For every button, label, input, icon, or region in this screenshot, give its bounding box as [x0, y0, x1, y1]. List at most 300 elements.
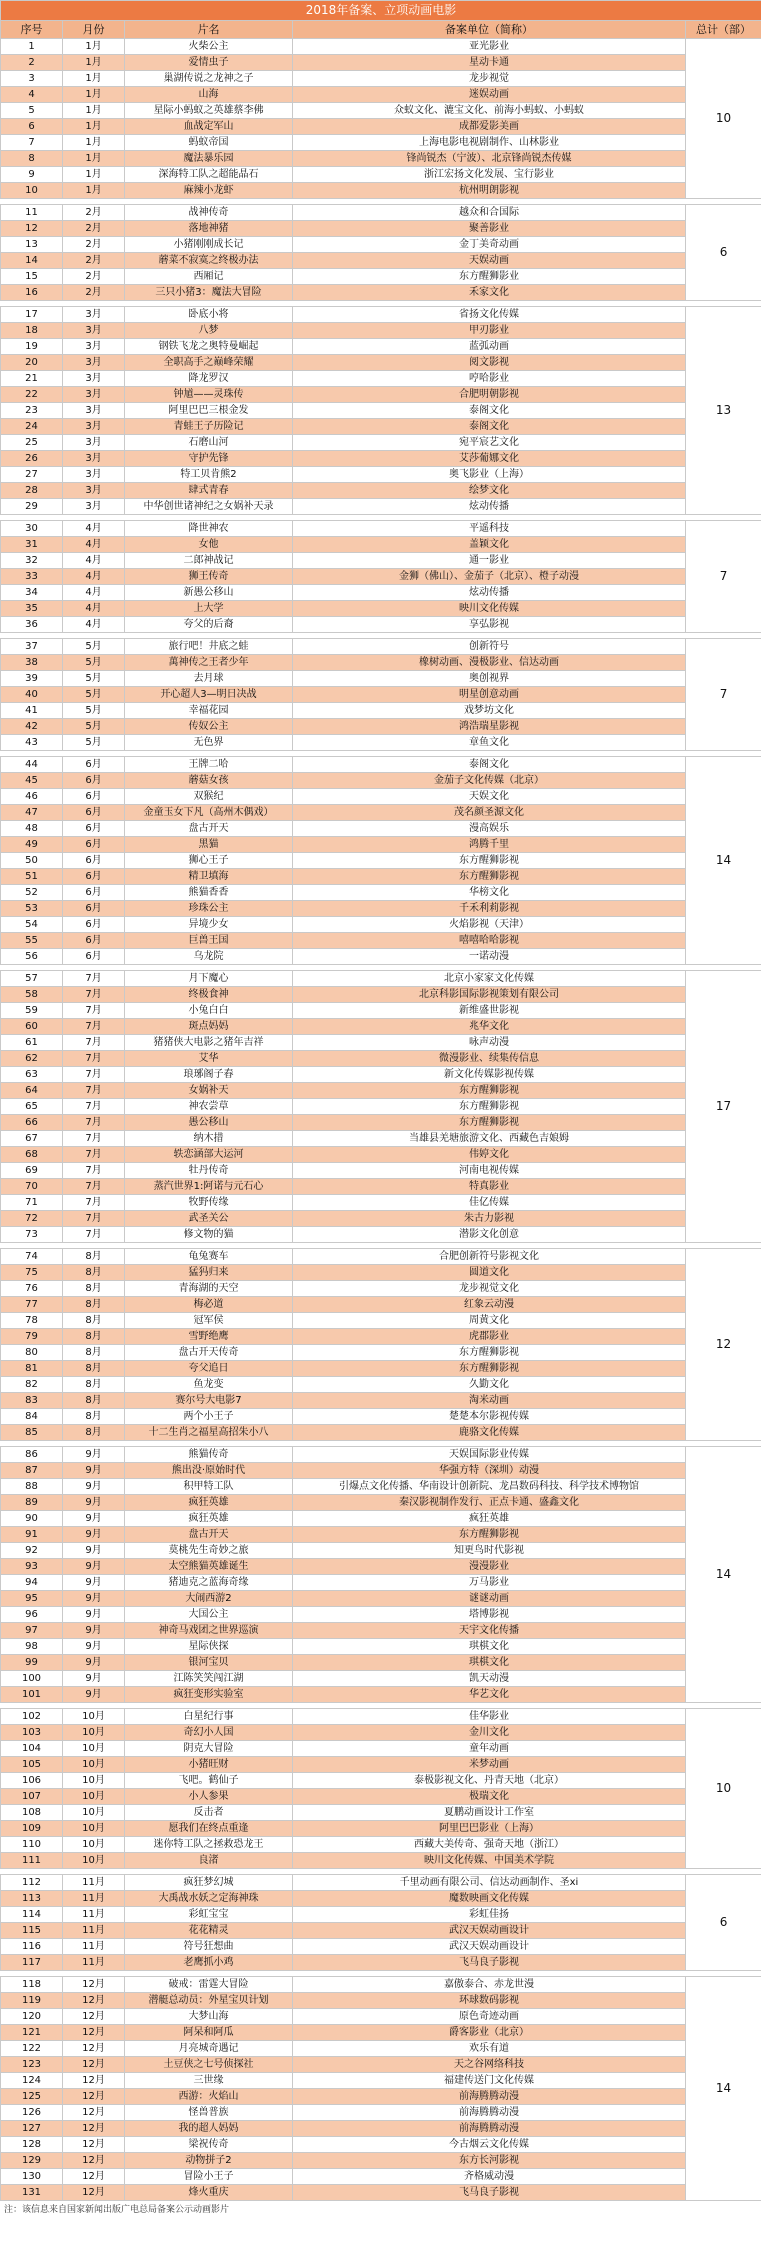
cell-company: 东方醒狮影视 [293, 1345, 686, 1361]
cell-film-name: 神农尝草 [125, 1099, 293, 1115]
table-row [1, 1425, 761, 1441]
cell-seq: 100 [1, 1671, 63, 1687]
cell-seq: 129 [1, 2153, 63, 2169]
table-row [1, 1329, 761, 1345]
cell-film-name: 二郎神战记 [125, 553, 293, 569]
cell-film-name: 巢湖传说之龙神之子 [125, 71, 293, 87]
cell-film-name: 轶恋涵部大运河 [125, 1147, 293, 1163]
cell-month: 9月 [63, 1607, 125, 1623]
table-row [1, 1211, 761, 1227]
cell-month: 8月 [63, 1265, 125, 1281]
cell-month: 6月 [63, 757, 125, 773]
cell-seq: 45 [1, 773, 63, 789]
cell-seq: 116 [1, 1939, 63, 1955]
table-row [1, 1227, 761, 1243]
cell-company: 潜影文化创意 [293, 1227, 686, 1243]
cell-seq: 83 [1, 1393, 63, 1409]
table-row [1, 687, 761, 703]
cell-group-total: 13 [686, 307, 761, 515]
table-row [1, 269, 761, 285]
cell-film-name: 江陈笑笑闯江湖 [125, 1671, 293, 1687]
cell-month: 4月 [63, 617, 125, 633]
cell-month: 3月 [63, 387, 125, 403]
cell-month: 11月 [63, 1939, 125, 1955]
cell-seq: 96 [1, 1607, 63, 1623]
cell-film-name: 新愚公移山 [125, 585, 293, 601]
table-row [1, 1821, 761, 1837]
cell-film-name: 八梦 [125, 323, 293, 339]
cell-company: 金茄子文化传媒（北京） [293, 773, 686, 789]
cell-month: 10月 [63, 1725, 125, 1741]
cell-seq: 29 [1, 499, 63, 515]
cell-film-name: 彩虹宝宝 [125, 1907, 293, 1923]
cell-seq: 108 [1, 1805, 63, 1821]
cell-month: 10月 [63, 1741, 125, 1757]
cell-seq: 66 [1, 1115, 63, 1131]
cell-film-name: 巨兽王国 [125, 933, 293, 949]
cell-seq: 85 [1, 1425, 63, 1441]
cell-month: 2月 [63, 253, 125, 269]
cell-company: 武汉天娱动画设计 [293, 1939, 686, 1955]
cell-month: 3月 [63, 483, 125, 499]
cell-seq: 90 [1, 1511, 63, 1527]
cell-film-name: 阿呆和阿瓜 [125, 2025, 293, 2041]
cell-month: 12月 [63, 1993, 125, 2009]
cell-film-name: 精卫填海 [125, 869, 293, 885]
table-row [1, 1907, 761, 1923]
cell-film-name: 熊出没·原始时代 [125, 1463, 293, 1479]
cell-company: 朱古力影视 [293, 1211, 686, 1227]
cell-film-name: 赛尔号大电影7 [125, 1393, 293, 1409]
cell-seq: 67 [1, 1131, 63, 1147]
cell-film-name: 反击者 [125, 1805, 293, 1821]
cell-month: 9月 [63, 1543, 125, 1559]
table-row [1, 1479, 761, 1495]
cell-film-name: 血战定军山 [125, 119, 293, 135]
cell-seq: 75 [1, 1265, 63, 1281]
cell-seq: 63 [1, 1067, 63, 1083]
table-row [1, 1463, 761, 1479]
cell-company: 合肥创新符号影视文化 [293, 1249, 686, 1265]
cell-film-name: 金童玉女下凡（高州木偶戏） [125, 805, 293, 821]
cell-company: 北京小家家文化传媒 [293, 971, 686, 987]
cell-company: 东方醒狮影视 [293, 1115, 686, 1131]
cell-company: 知更鸟时代影视 [293, 1543, 686, 1559]
table-row [1, 1575, 761, 1591]
table-row [1, 39, 761, 55]
table-row [1, 1447, 761, 1463]
cell-seq: 119 [1, 1993, 63, 2009]
cell-group-total: 7 [686, 521, 761, 633]
cell-month: 8月 [63, 1345, 125, 1361]
cell-seq: 107 [1, 1789, 63, 1805]
cell-month: 10月 [63, 1821, 125, 1837]
cell-film-name: 白星纪行事 [125, 1709, 293, 1725]
cell-seq: 24 [1, 419, 63, 435]
cell-seq: 53 [1, 901, 63, 917]
cell-company: 楚楚本尔影视传媒 [293, 1409, 686, 1425]
cell-film-name: 老鹰抓小鸡 [125, 1955, 293, 1971]
cell-company: 奥创视界 [293, 671, 686, 687]
cell-seq: 40 [1, 687, 63, 703]
table-row [1, 869, 761, 885]
cell-month: 2月 [63, 205, 125, 221]
cell-film-name: 怪兽普族 [125, 2105, 293, 2121]
table-row [1, 1409, 761, 1425]
cell-month: 7月 [63, 1083, 125, 1099]
cell-month: 3月 [63, 435, 125, 451]
table-row [1, 537, 761, 553]
cell-company: 火焰影视（天津） [293, 917, 686, 933]
table-row [1, 1083, 761, 1099]
cell-film-name: 阿里巴巴三根金发 [125, 403, 293, 419]
cell-month: 2月 [63, 269, 125, 285]
cell-company: 华强方特（深圳）动漫 [293, 1463, 686, 1479]
cell-film-name: 十二生肖之福星高招朱小八 [125, 1425, 293, 1441]
cell-company: 甲刃影业 [293, 323, 686, 339]
cell-company: 炫动传播 [293, 499, 686, 515]
cell-month: 12月 [63, 2185, 125, 2201]
table-row [1, 237, 761, 253]
cell-company: 华榜文化 [293, 885, 686, 901]
cell-seq: 130 [1, 2169, 63, 2185]
cell-month: 12月 [63, 2073, 125, 2089]
table-row [1, 1163, 761, 1179]
cell-film-name: 火柴公主 [125, 39, 293, 55]
cell-company: 迷娱动画 [293, 87, 686, 103]
cell-seq: 99 [1, 1655, 63, 1671]
cell-film-name: 阴克大冒险 [125, 1741, 293, 1757]
cell-company: 东方长河影视 [293, 2153, 686, 2169]
cell-month: 9月 [63, 1591, 125, 1607]
cell-company: 疯狂英雄 [293, 1511, 686, 1527]
cell-seq: 18 [1, 323, 63, 339]
cell-seq: 114 [1, 1907, 63, 1923]
cell-month: 2月 [63, 285, 125, 301]
cell-company: 秦汉影视制作发行、正点卡通、盛鑫文化 [293, 1495, 686, 1511]
cell-company: 久勤文化 [293, 1377, 686, 1393]
cell-company: 新维盛世影视 [293, 1003, 686, 1019]
cell-month: 1月 [63, 151, 125, 167]
cell-film-name: 熊猫传奇 [125, 1447, 293, 1463]
table-row [1, 221, 761, 237]
cell-company: 特真影业 [293, 1179, 686, 1195]
cell-month: 5月 [63, 735, 125, 751]
cell-company: 章鱼文化 [293, 735, 686, 751]
cell-company: 西藏大美传奇、强奇天地（浙江） [293, 1837, 686, 1853]
cell-group-total: 17 [686, 971, 761, 1243]
cell-month: 6月 [63, 885, 125, 901]
cell-film-name: 异境少女 [125, 917, 293, 933]
cell-film-name: 土豆侠之七号侦探社 [125, 2057, 293, 2073]
table-row [1, 1687, 761, 1703]
cell-company: 漫高娱乐 [293, 821, 686, 837]
cell-company: 咏声动漫 [293, 1035, 686, 1051]
cell-company: 阿里巴巴影业（上海） [293, 1821, 686, 1837]
table-row [1, 671, 761, 687]
table-row [1, 1725, 761, 1741]
cell-film-name: 愚公移山 [125, 1115, 293, 1131]
table-row [1, 1361, 761, 1377]
cell-month: 8月 [63, 1313, 125, 1329]
cell-film-name: 蚂蚁帝国 [125, 135, 293, 151]
cell-month: 4月 [63, 537, 125, 553]
cell-company: 艾莎葡娜文化 [293, 451, 686, 467]
table-row [1, 1853, 761, 1869]
cell-month: 7月 [63, 1227, 125, 1243]
cell-company: 嘻嘻哈哈影视 [293, 933, 686, 949]
cell-film-name: 猪迪克之蓝海奇缘 [125, 1575, 293, 1591]
cell-company: 漫漫影业 [293, 1559, 686, 1575]
cell-film-name: 卧底小将 [125, 307, 293, 323]
table-row [1, 499, 761, 515]
cell-film-name: 双猴纪 [125, 789, 293, 805]
cell-company: 欢乐有道 [293, 2041, 686, 2057]
table-row [1, 1249, 761, 1265]
cell-company: 万马影业 [293, 1575, 686, 1591]
cell-group-total: 6 [686, 1875, 761, 1971]
table-row [1, 1393, 761, 1409]
table-row [1, 1297, 761, 1313]
table-row [1, 735, 761, 751]
cell-company: 彩虹佳扬 [293, 1907, 686, 1923]
table-row [1, 901, 761, 917]
cell-company: 享弘影视 [293, 617, 686, 633]
cell-company: 东方醒狮影视 [293, 1527, 686, 1543]
table-row [1, 585, 761, 601]
cell-seq: 57 [1, 971, 63, 987]
cell-film-name: 终极食神 [125, 987, 293, 1003]
cell-month: 5月 [63, 719, 125, 735]
table-row [1, 2153, 761, 2169]
cell-month: 7月 [63, 1195, 125, 1211]
cell-month: 7月 [63, 1051, 125, 1067]
table-row [1, 71, 761, 87]
cell-month: 1月 [63, 71, 125, 87]
cell-film-name: 上大学 [125, 601, 293, 617]
table-row [1, 2121, 761, 2137]
cell-seq: 59 [1, 1003, 63, 1019]
cell-company: 阅文影视 [293, 355, 686, 371]
cell-company: 琪棋文化 [293, 1639, 686, 1655]
cell-film-name: 小猪旺财 [125, 1757, 293, 1773]
cell-seq: 50 [1, 853, 63, 869]
cell-month: 1月 [63, 55, 125, 71]
cell-seq: 54 [1, 917, 63, 933]
cell-film-name: 西厢记 [125, 269, 293, 285]
cell-month: 8月 [63, 1361, 125, 1377]
cell-month: 3月 [63, 339, 125, 355]
cell-film-name: 特工贝肯熊2 [125, 467, 293, 483]
cell-film-name: 斑点妈妈 [125, 1019, 293, 1035]
cell-film-name: 夸父追日 [125, 1361, 293, 1377]
cell-month: 4月 [63, 569, 125, 585]
cell-month: 7月 [63, 1163, 125, 1179]
cell-month: 12月 [63, 2137, 125, 2153]
cell-seq: 84 [1, 1409, 63, 1425]
cell-film-name: 飞吧。鹤仙子 [125, 1773, 293, 1789]
cell-group-total: 10 [686, 1709, 761, 1869]
cell-company: 宛平宸艺文化 [293, 435, 686, 451]
cell-group-total: 12 [686, 1249, 761, 1441]
cell-company: 龙步视觉 [293, 71, 686, 87]
cell-month: 6月 [63, 949, 125, 965]
cell-company: 众蚁文化、漉宝文化、前海小蚂蚁、小蚂蚁 [293, 103, 686, 119]
cell-seq: 49 [1, 837, 63, 853]
cell-seq: 7 [1, 135, 63, 151]
cell-company: 红象云动漫 [293, 1297, 686, 1313]
cell-film-name: 麻辣小龙虾 [125, 183, 293, 199]
cell-month: 1月 [63, 103, 125, 119]
cell-month: 7月 [63, 1115, 125, 1131]
cell-seq: 76 [1, 1281, 63, 1297]
cell-month: 8月 [63, 1249, 125, 1265]
table-title: 2018年备案、立项动画电影 [1, 1, 761, 21]
cell-company: 一诺动漫 [293, 949, 686, 965]
cell-film-name: 蒸汽世界1:阿诺与元石心 [125, 1179, 293, 1195]
cell-company: 锋尚锐杰（宁波）、北京锋尚锐杰传媒 [293, 151, 686, 167]
cell-month: 1月 [63, 39, 125, 55]
cell-company: 新文化传媒影视传媒 [293, 1067, 686, 1083]
cell-film-name: 肆式青春 [125, 483, 293, 499]
cell-company: 天娱动画 [293, 253, 686, 269]
cell-month: 7月 [63, 1179, 125, 1195]
table-row [1, 1147, 761, 1163]
table-row [1, 1875, 761, 1891]
table-row [1, 339, 761, 355]
cell-month: 5月 [63, 687, 125, 703]
cell-month: 11月 [63, 1891, 125, 1907]
cell-company: 绘梦文化 [293, 483, 686, 499]
cell-film-name: 动物拼子2 [125, 2153, 293, 2169]
cell-company: 越众和合国际 [293, 205, 686, 221]
cell-seq: 48 [1, 821, 63, 837]
cell-seq: 124 [1, 2073, 63, 2089]
cell-film-name: 武圣关公 [125, 1211, 293, 1227]
cell-company: 泰阁文化 [293, 757, 686, 773]
cell-film-name: 牧野传缘 [125, 1195, 293, 1211]
cell-seq: 92 [1, 1543, 63, 1559]
cell-company: 鸿浩瑞星影视 [293, 719, 686, 735]
table-row [1, 837, 761, 853]
cell-month: 12月 [63, 1977, 125, 1993]
cell-month: 3月 [63, 323, 125, 339]
cell-company: 哼哈影业 [293, 371, 686, 387]
cell-seq: 6 [1, 119, 63, 135]
cell-company: 橡树动画、漫极影业、信达动画 [293, 655, 686, 671]
cell-company: 童年动画 [293, 1741, 686, 1757]
table-row [1, 151, 761, 167]
cell-seq: 89 [1, 1495, 63, 1511]
table-row [1, 773, 761, 789]
table-row [1, 1977, 761, 1993]
cell-seq: 5 [1, 103, 63, 119]
cell-company: 东方醒狮影视 [293, 1083, 686, 1099]
cell-company: 飞马良子影视 [293, 1955, 686, 1971]
cell-seq: 128 [1, 2137, 63, 2153]
cell-seq: 27 [1, 467, 63, 483]
cell-company: 泰极影视文化、丹青天地（北京） [293, 1773, 686, 1789]
cell-film-name: 萬神传之王者少年 [125, 655, 293, 671]
cell-month: 12月 [63, 2041, 125, 2057]
cell-month: 9月 [63, 1687, 125, 1703]
cell-company: 佳华影业 [293, 1709, 686, 1725]
cell-seq: 12 [1, 221, 63, 237]
cell-company: 金川文化 [293, 1725, 686, 1741]
cell-company: 前海腾腾动漫 [293, 2121, 686, 2137]
cell-film-name: 破戒：雷霆大冒险 [125, 1977, 293, 1993]
cell-month: 10月 [63, 1853, 125, 1869]
cell-company: 圆道文化 [293, 1265, 686, 1281]
cell-seq: 44 [1, 757, 63, 773]
cell-seq: 127 [1, 2121, 63, 2137]
cell-seq: 69 [1, 1163, 63, 1179]
cell-film-name: 无色界 [125, 735, 293, 751]
cell-film-name: 梁祝传奇 [125, 2137, 293, 2153]
cell-seq: 26 [1, 451, 63, 467]
header-seq: 序号 [1, 21, 63, 39]
table-row [1, 1067, 761, 1083]
cell-seq: 17 [1, 307, 63, 323]
table-row [1, 719, 761, 735]
cell-month: 7月 [63, 1131, 125, 1147]
cell-film-name: 花花精灵 [125, 1923, 293, 1939]
table-row [1, 987, 761, 1003]
cell-seq: 41 [1, 703, 63, 719]
cell-film-name: 战神传奇 [125, 205, 293, 221]
cell-film-name: 青海湖的天空 [125, 1281, 293, 1297]
cell-month: 3月 [63, 419, 125, 435]
cell-seq: 91 [1, 1527, 63, 1543]
cell-company: 原色奇迹动画 [293, 2009, 686, 2025]
cell-month: 6月 [63, 869, 125, 885]
table-row [1, 1051, 761, 1067]
table-row [1, 119, 761, 135]
cell-film-name: 冠军侯 [125, 1313, 293, 1329]
cell-company: 东方醒狮影视 [293, 1099, 686, 1115]
cell-month: 9月 [63, 1447, 125, 1463]
cell-film-name: 珍珠公主 [125, 901, 293, 917]
cell-month: 11月 [63, 1923, 125, 1939]
table-row [1, 2041, 761, 2057]
cell-month: 3月 [63, 499, 125, 515]
cell-seq: 78 [1, 1313, 63, 1329]
cell-seq: 58 [1, 987, 63, 1003]
cell-month: 9月 [63, 1463, 125, 1479]
cell-film-name: 疯狂变形实验室 [125, 1687, 293, 1703]
table-row [1, 1265, 761, 1281]
table-row [1, 1345, 761, 1361]
cell-month: 9月 [63, 1559, 125, 1575]
cell-company: 淘米动画 [293, 1393, 686, 1409]
cell-seq: 55 [1, 933, 63, 949]
cell-film-name: 深海特工队之超能晶石 [125, 167, 293, 183]
cell-film-name: 大闹西游2 [125, 1591, 293, 1607]
cell-seq: 10 [1, 183, 63, 199]
cell-company: 创新符号 [293, 639, 686, 655]
cell-seq: 106 [1, 1773, 63, 1789]
table-row [1, 1655, 761, 1671]
cell-company: 成都爱影美画 [293, 119, 686, 135]
cell-seq: 60 [1, 1019, 63, 1035]
table-row [1, 2089, 761, 2105]
cell-company: 千里动画有限公司、信达动画制作、圣xi [293, 1875, 686, 1891]
cell-film-name: 全职高手之巅峰荣耀 [125, 355, 293, 371]
cell-company: 东方醒狮影视 [293, 853, 686, 869]
cell-film-name: 三世缘 [125, 2073, 293, 2089]
cell-month: 7月 [63, 1147, 125, 1163]
cell-company: 伟婷文化 [293, 1147, 686, 1163]
